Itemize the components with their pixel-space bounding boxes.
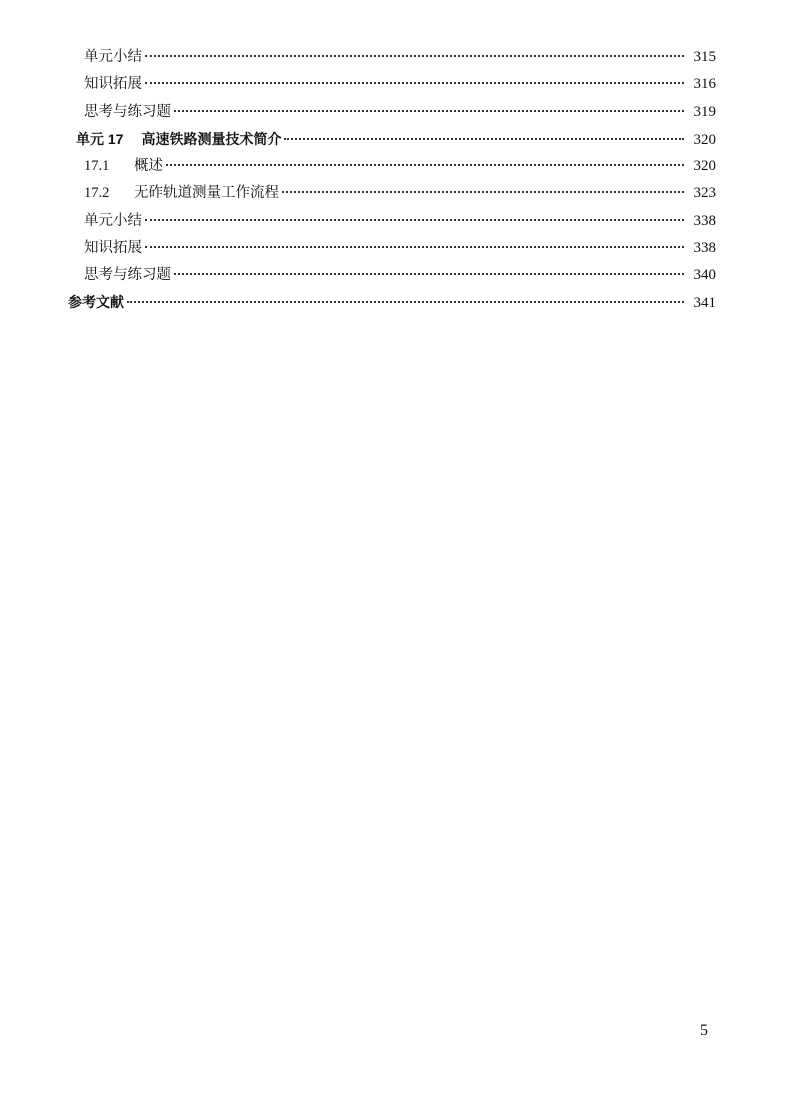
toc-entry-page: 319 [693,103,716,120]
toc-entry-unit-summary[interactable] [68,208,716,235]
toc-entry-page: 338 [693,212,716,229]
toc-entry-page: 315 [693,49,716,65]
toc-entry-number: 17.2 [84,185,110,202]
toc-entry-section-17-2[interactable] [68,180,716,207]
toc-entry-exercises[interactable] [68,99,716,126]
dot-leader [174,110,684,112]
toc-entry-page: 323 [693,185,716,202]
toc-entry-exercises[interactable] [68,262,716,289]
toc-entry-title: 知识拓展 [84,240,142,257]
toc-entry-page: 338 [693,240,716,257]
toc-entry-page: 316 [693,76,716,93]
toc-entry-title: 无砟轨道测量工作流程 [134,185,279,202]
toc-entry-page: 320 [693,158,716,175]
toc-entry-title: 知识拓展 [84,76,142,93]
dot-leader [174,273,684,275]
toc-entry-title: 单元小结 [84,49,142,65]
page-number: 5 [700,1022,708,1039]
toc-entry-title: 参考文献 [68,294,124,311]
table-of-contents [68,44,716,317]
toc-entry-number: 单元 17 [76,130,124,147]
toc-entry-references[interactable] [68,290,716,317]
toc-entry-page: 341 [693,294,716,311]
toc-entry-number: 17.1 [84,158,110,175]
dot-leader [145,55,684,57]
toc-entry-section-17-1[interactable] [68,153,716,180]
toc-entry-unit-17[interactable] [68,126,716,153]
toc-entry-title: 高速铁路测量技术简介 [141,131,282,148]
toc-entry-knowledge-extension[interactable] [68,235,716,262]
toc-entry-title: 概述 [134,158,163,175]
dot-leader [145,219,684,221]
toc-entry-page: 340 [693,267,716,284]
toc-entry-title: 思考与练习题 [84,103,171,120]
dot-leader [145,246,684,248]
toc-entry-unit-summary[interactable] [68,44,716,71]
toc-entry-page: 320 [693,131,716,148]
dot-leader [145,82,684,84]
dot-leader [284,138,684,140]
toc-entry-knowledge-extension[interactable] [68,71,716,98]
dot-leader [127,301,684,303]
dot-leader [282,191,684,193]
toc-entry-title: 单元小结 [84,212,142,229]
dot-leader [166,164,684,166]
toc-entry-title: 思考与练习题 [84,267,171,284]
